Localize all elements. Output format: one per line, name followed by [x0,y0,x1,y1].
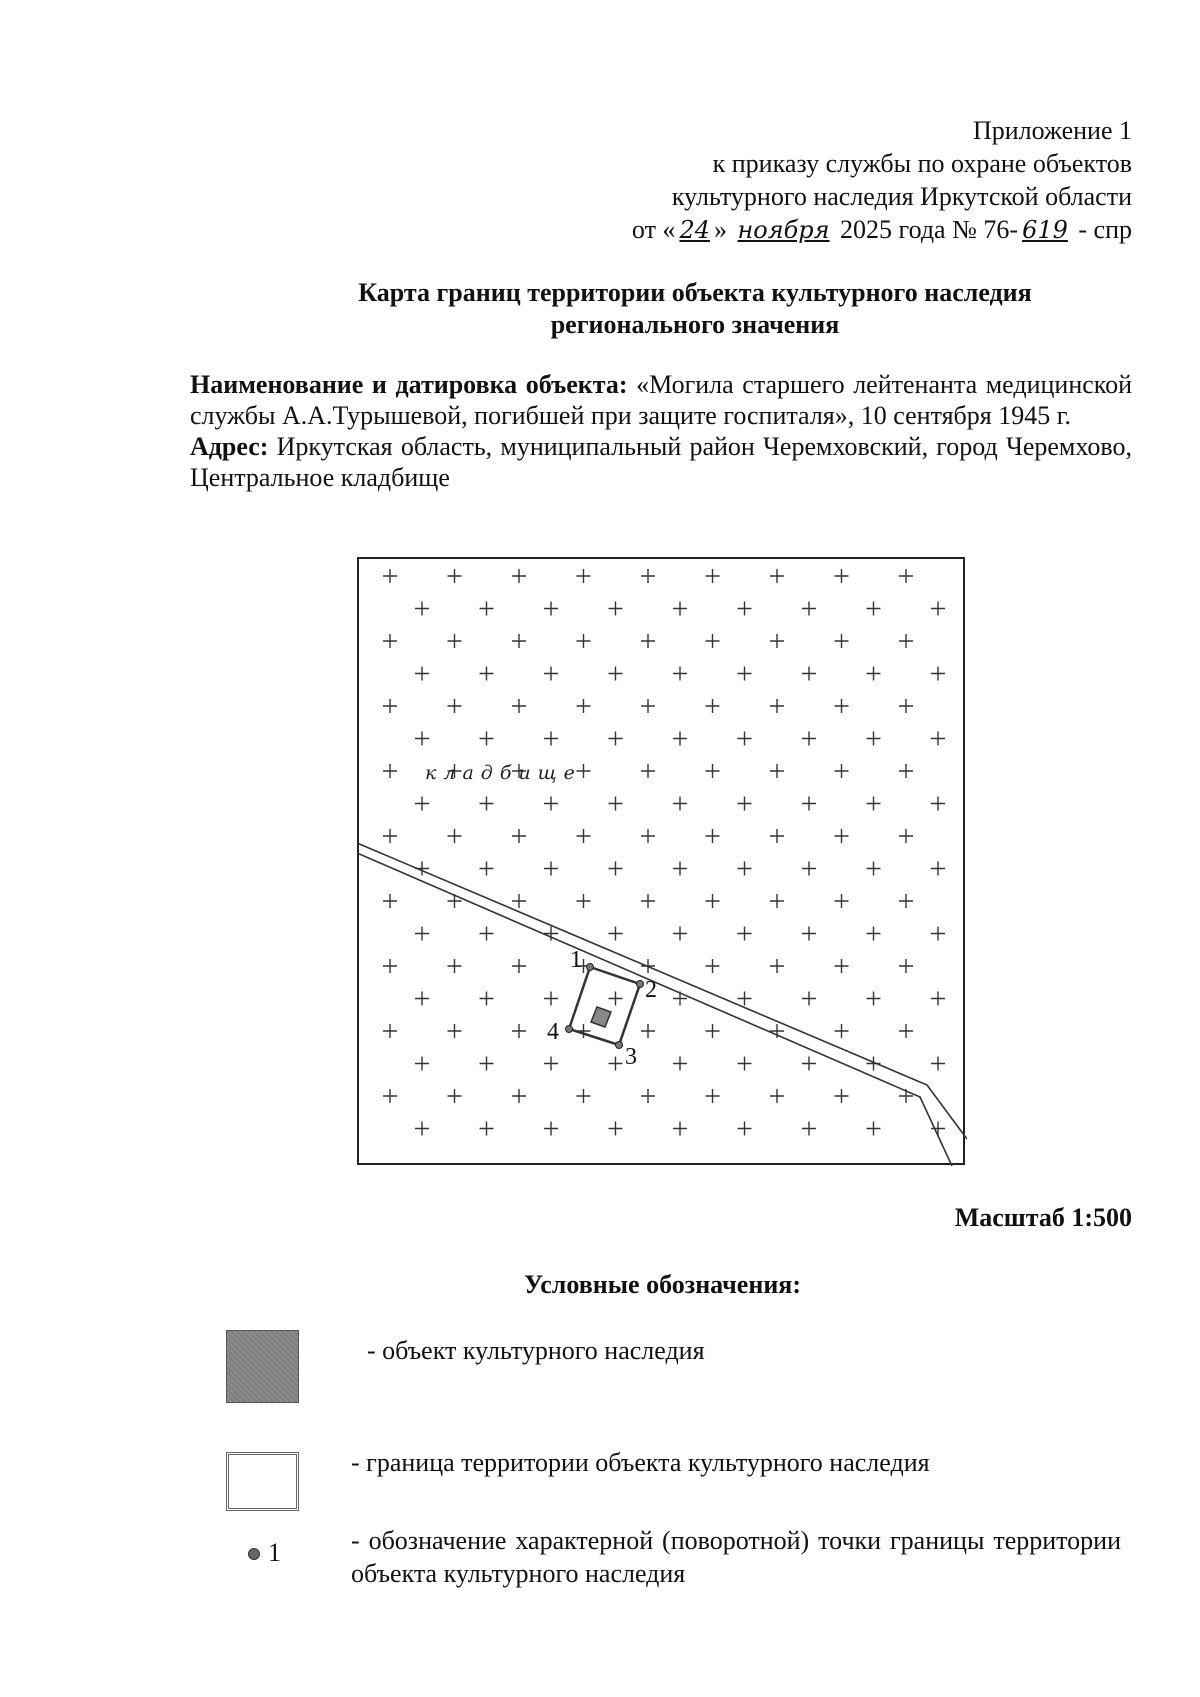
boundary-point-1 [587,964,594,971]
legend-title: Условные обозначения: [523,1270,802,1299]
point-legend-number: 1 [268,1538,281,1567]
order-reference: к приказу службы по охране объектов [712,149,1132,178]
handwritten-month: ноября [737,216,830,244]
boundary-point-3 [616,1042,623,1049]
object-name-label: Наименование и датировка объекта: [190,370,628,399]
map-frame [358,558,964,1164]
map-scale: Масштаб 1:500 [954,1203,1132,1232]
title-line-1: Карта границ территории объекта культурного наследия [358,278,1032,307]
appendix-label: Приложение 1 [972,116,1132,145]
order-authority: культурного наследия Иркутской области [671,182,1132,211]
title-line-2: регионального значения [550,310,840,339]
document-header [632,114,1132,247]
handwritten-day: 24 [679,216,710,244]
boundary-legend-icon [226,1452,299,1511]
point-label-3: 3 [625,1044,637,1070]
address-label: Адрес: [190,432,269,461]
legend-item-object: - объект культурного наследия [367,1336,705,1365]
order-suffix: - спр [1078,215,1132,244]
boundary-point-4 [566,1026,573,1033]
legend-item-boundary: - граница территории объекта культурного наследия [351,1448,930,1477]
order-date-line [632,213,1132,247]
object-description [190,369,1132,493]
area-label: кладбище [425,762,582,784]
date-mid: » [713,215,727,244]
point-label-2: 2 [645,977,657,1003]
year-text: 2025 года № 76- [840,215,1019,244]
address-paragraph [190,431,1132,493]
heritage-object-legend-icon [226,1330,299,1403]
handwritten-number: 619 [1022,216,1068,244]
point-label-4: 4 [547,1019,559,1045]
address-text: Иркутская область, муниципальный район Черемховский, город Черемхово, Центральное кладбище [190,432,1132,492]
legend-item-point-text: - обозначение характерной (поворотной) точки границы территории объекта культурного наследия [351,1526,1121,1588]
boundary-point-2 [637,981,644,988]
legend-item-point [351,1524,1121,1590]
date-prefix: от « [631,215,676,244]
boundary-map [357,557,967,1166]
document-title [170,277,1200,341]
point-legend-icon [248,1548,260,1560]
object-name-paragraph [190,369,1132,431]
object-name-text: «Могила старшего лейтенанта медицинской службы А.А.Турышевой, погибшей при защите госпиталя», 10 сентября 1945 г. [190,370,1133,430]
point-label-1: 1 [570,947,582,973]
